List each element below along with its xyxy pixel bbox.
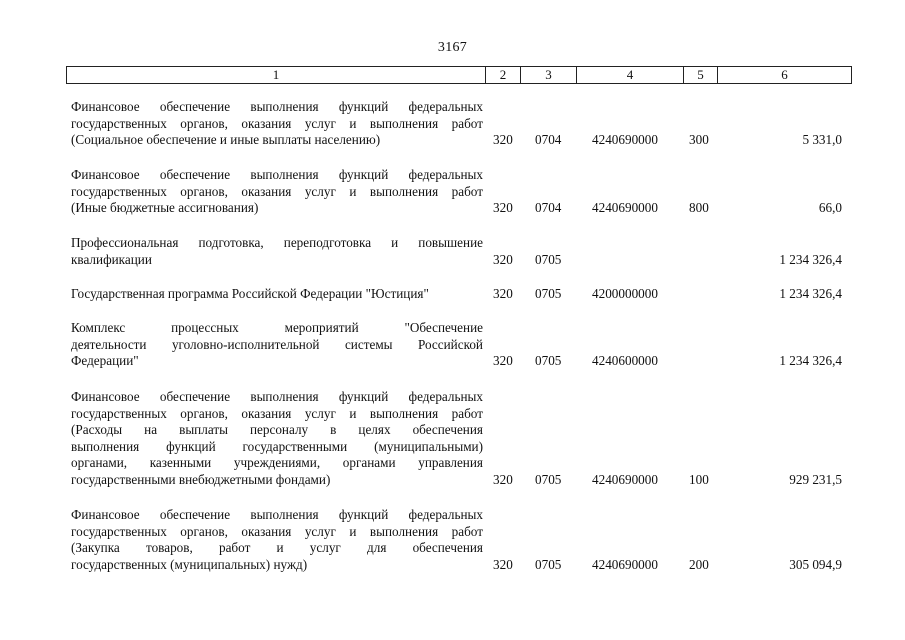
cell-c4: 4240690000 (592, 200, 658, 215)
description-line: государственных (муниципальных) нужд) (71, 556, 308, 572)
cell-c3: 0704 (535, 200, 562, 215)
description-line: выполнения функций государственными (муниципальными) (71, 438, 483, 454)
cell-c4: 4240690000 (592, 471, 658, 487)
cell-c4: 4240600000 (592, 353, 658, 368)
row-description (71, 389, 483, 488)
description-line: (Расходы на выплаты персоналу в целях обеспечения (71, 422, 483, 437)
cell-c6: 1 234 326,4 (779, 286, 842, 301)
description-line: государственных органов, оказания услуг и выполнения работ (71, 115, 483, 131)
cell-c2: 320 (493, 251, 513, 267)
cell-c5: 300 (689, 132, 709, 147)
description-line: государственных органов, оказания услуг и выполнения работ (71, 523, 483, 539)
header-col-4: 4 (576, 67, 683, 83)
header-col-6: 6 (717, 67, 851, 83)
row-description (71, 320, 483, 370)
table-header (66, 66, 852, 84)
cell-c2: 320 (493, 200, 513, 215)
description-line: Государственная программа Российской Федерации "Юстиция" (71, 286, 429, 301)
description-line: Финансовое обеспечение выполнения функций федеральных (71, 99, 483, 114)
cell-c3: 0705 (535, 353, 562, 368)
cell-c2: 320 (493, 353, 513, 368)
description-line: Профессиональная подготовка, переподготовка и повышение (71, 235, 483, 250)
cell-c4: 4200000000 (592, 286, 658, 301)
cell-c3: 0704 (535, 132, 562, 147)
description-line: государственными внебюджетными фондами) (71, 471, 331, 487)
cell-c5: 200 (689, 556, 709, 572)
cell-c3: 0705 (535, 251, 562, 267)
header-col-5: 5 (683, 67, 717, 83)
description-line: квалификации (71, 251, 152, 267)
cell-c2: 320 (493, 556, 513, 572)
header-col-1: 1 (272, 67, 280, 82)
description-line: Финансовое обеспечение выполнения функций федеральных (71, 507, 483, 522)
description-line: Федерации" (71, 353, 139, 368)
row-description (71, 167, 483, 217)
cell-c6: 1 234 326,4 (779, 353, 842, 368)
cell-c6: 5 331,0 (802, 132, 842, 147)
cell-c6: 929 231,5 (789, 471, 842, 487)
description-line: Финансовое обеспечение выполнения функций федеральных (71, 389, 483, 404)
description-line: (Закупка товаров, работ и услуг для обеспечения (71, 540, 483, 555)
cell-c5: 800 (689, 200, 709, 215)
description-line: деятельности уголовно-исполнительной системы Российской (71, 336, 483, 352)
cell-c6: 66,0 (818, 200, 842, 215)
cell-c2: 320 (493, 286, 513, 301)
cell-c5: 100 (689, 471, 709, 487)
page-number: 3167 (437, 40, 468, 55)
cell-c3: 0705 (535, 471, 562, 487)
cell-c6: 1 234 326,4 (779, 251, 842, 267)
cell-c2: 320 (493, 471, 513, 487)
cell-c4: 4240690000 (592, 556, 658, 572)
row-description (71, 507, 483, 573)
description-line: Комплекс процессных мероприятий "Обеспечение (71, 320, 483, 335)
cell-c6: 305 094,9 (789, 556, 842, 572)
description-line: (Иные бюджетные ассигнования) (71, 200, 259, 215)
description-line: государственных органов, оказания услуг и выполнения работ (71, 183, 483, 199)
cell-c3: 0705 (535, 286, 562, 301)
row-description (71, 235, 483, 268)
cell-c4: 4240690000 (592, 132, 658, 147)
row-description (71, 286, 483, 303)
description-line: органами, казенными учреждениями, органами управления (71, 455, 483, 470)
description-line: государственных органов, оказания услуг и выполнения работ (71, 405, 483, 421)
cell-c3: 0705 (535, 556, 562, 572)
header-col-3: 3 (520, 67, 576, 83)
row-description (71, 99, 483, 149)
description-line: (Социальное обеспечение и иные выплаты населению) (71, 132, 381, 147)
header-col-2: 2 (485, 67, 520, 83)
description-line: Финансовое обеспечение выполнения функций федеральных (71, 167, 483, 182)
cell-c2: 320 (493, 132, 513, 147)
